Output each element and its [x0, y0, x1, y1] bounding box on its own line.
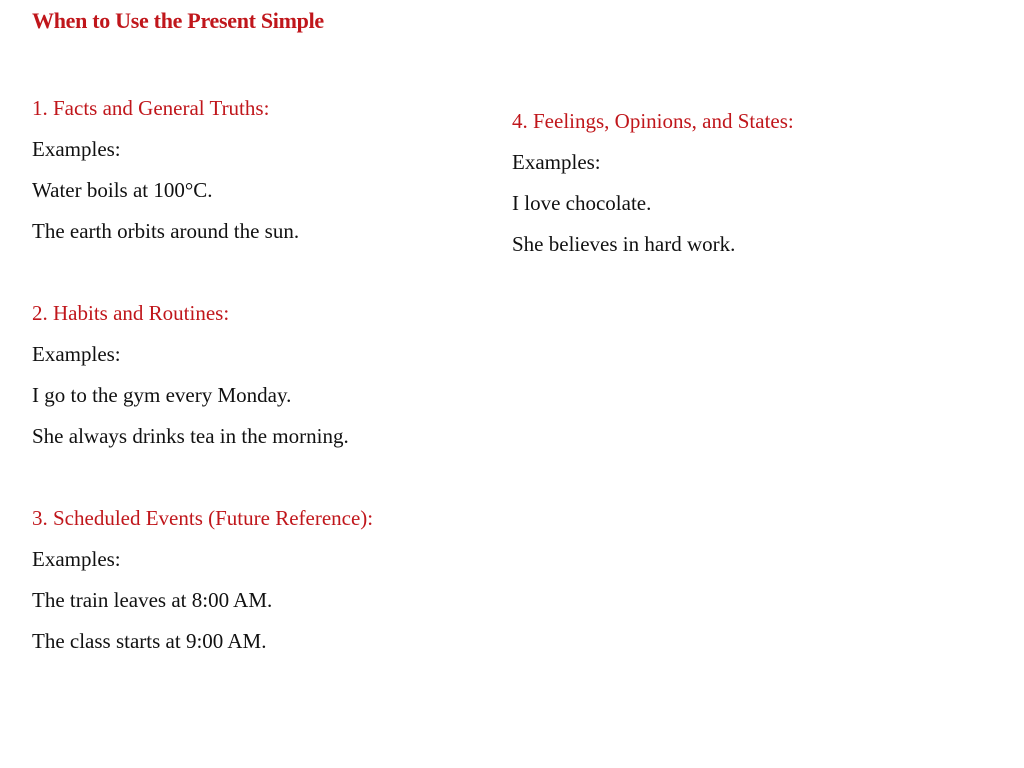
right-column — [512, 101, 982, 306]
section-facts — [32, 88, 502, 252]
example-item: Water boils at 100°C. — [32, 178, 213, 202]
section-heading: 1. Facts and General Truths: — [32, 96, 270, 120]
examples-label: Examples: — [32, 547, 121, 571]
example-item: The class starts at 9:00 AM. — [32, 629, 267, 653]
section-heading: 2. Habits and Routines: — [32, 301, 230, 325]
page-title: When to Use the Present Simple — [32, 8, 324, 33]
example-item: I go to the gym every Monday. — [32, 383, 292, 407]
section-habits — [32, 293, 502, 457]
examples-label: Examples: — [32, 137, 121, 161]
example-item: She believes in hard work. — [512, 232, 736, 256]
example-item: She always drinks tea in the morning. — [32, 424, 349, 448]
section-scheduled — [32, 498, 502, 662]
section-heading: 4. Feelings, Opinions, and States: — [512, 109, 794, 133]
example-item: The earth orbits around the sun. — [32, 219, 300, 243]
examples-label: Examples: — [512, 150, 601, 174]
left-column — [32, 88, 502, 703]
section-feelings — [512, 101, 982, 265]
example-item: The train leaves at 8:00 AM. — [32, 588, 273, 612]
examples-label: Examples: — [32, 342, 121, 366]
section-heading: 3. Scheduled Events (Future Reference): — [32, 506, 374, 530]
example-item: I love chocolate. — [512, 191, 652, 215]
